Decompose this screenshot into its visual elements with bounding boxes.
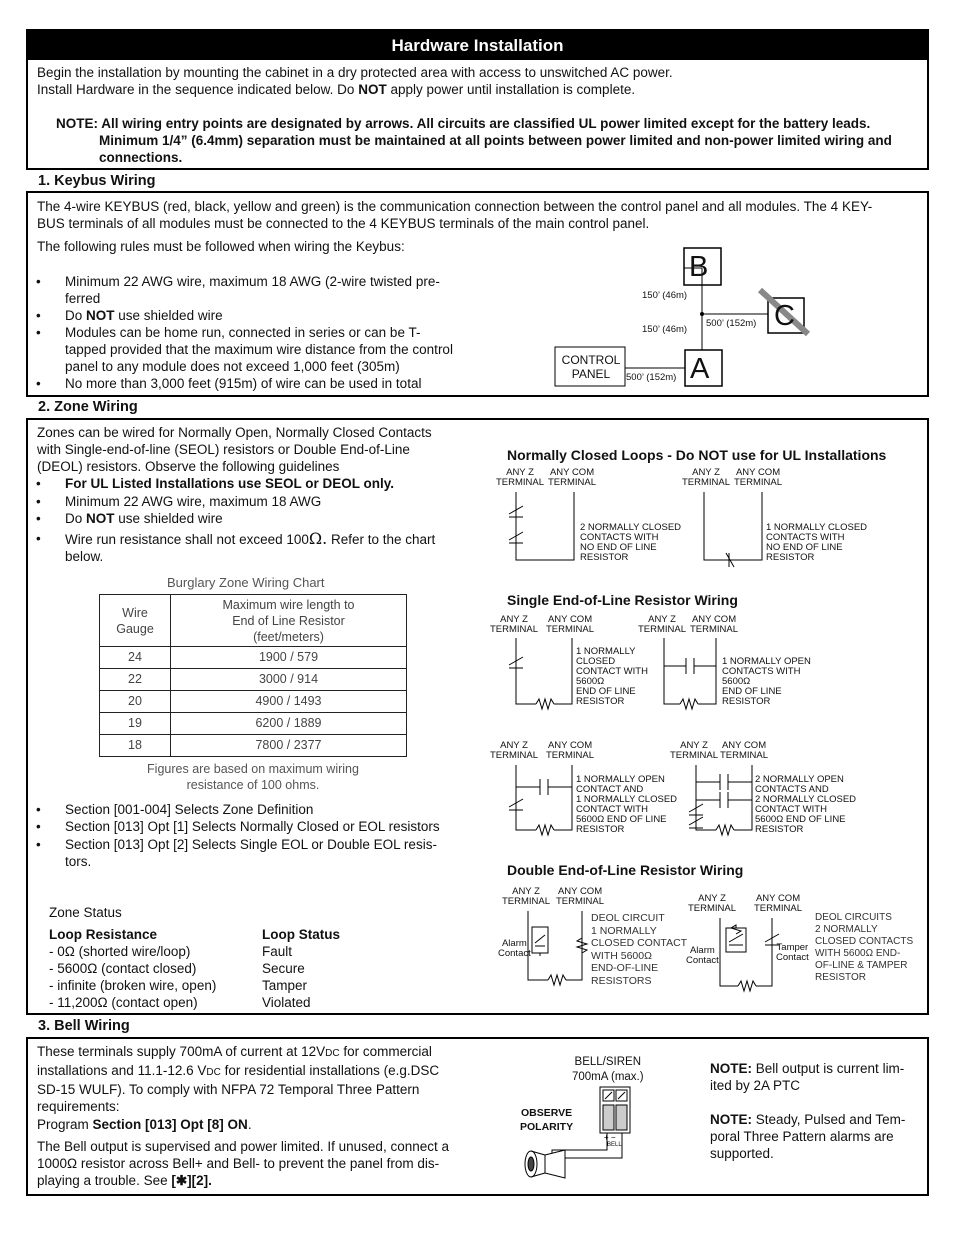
loop-status-list: Fault Secure Tamper Violated [262,944,311,1010]
terminal-label: ANY COM TERMINAL [754,893,803,914]
deol-title: Double End-of-Line Resistor Wiring [507,862,744,878]
loop-resistance-list: - 0Ω (shorted wire/loop) - 5600Ω (contact closed) - infinite (broken wire, open) - 11,200Ω (contact open) [49,944,217,1010]
de2-desc: DEOL CIRCUITS 2 NORMALLY CLOSED CONTACTS WITH 5600Ω END- OF-LINE & TAMPER RESISTOR [815,912,914,983]
bell-note-1: NOTE: Bell output is current lim- ited by 2A PTC [710,1061,905,1093]
zone-heading: 2. Zone Wiring [38,399,138,415]
page-title: Hardware Installation [28,31,927,60]
terminal-label: ANY COM TERMINAL [556,886,605,907]
terminal-label: ANY Z TERMINAL [496,467,545,488]
dist-c: 500’ (152m) [706,318,757,329]
zone-intro: Zones can be wired for Normally Open, Normally Closed Contacts with Single-end-of-line (SEOL) resistors or Double End-of-Line (DEOL) resistors. Observe the following guidelines [37,425,432,474]
loop-status-header: Loop Status [262,927,340,942]
loop-resistance-header: Loop Resistance [49,927,158,942]
terminal-label: ANY Z TERMINAL [682,467,731,488]
terminal-label: ANY COM TERMINAL [720,740,769,761]
bell-heading: 3. Bell Wiring [38,1018,130,1034]
seol-title: Single End-of-Line Resistor Wiring [507,592,738,608]
svg-text:+ −: + − [604,1133,616,1142]
nc-loops-title: Normally Closed Loops - Do NOT use for UL Installations [507,447,887,463]
bell-siren-label: BELL/SIREN 700mA (max.) [572,1056,644,1083]
dist-b: 150’ (46m) [642,290,688,301]
terminal-label: ANY Z TERMINAL [490,740,539,761]
control-panel-label: CONTROL PANEL [561,353,621,381]
module-c-label: C [774,300,795,332]
keybus-para2: The following rules must be followed when wiring the Keybus: [37,239,405,254]
terminal-label: ANY Z TERMINAL [688,893,737,914]
terminal-label: ANY Z TERMINAL [502,886,551,907]
terminal-label: ANY COM TERMINAL [546,740,595,761]
table-row: 19 6200 / 1889 [100,713,407,735]
terminal-label: ANY COM TERMINAL [690,614,739,635]
keybus-para1: The 4-wire KEYBUS (red, black, yellow and green) is the communication connection between the control panel and all modules. The 4 KEY- BUS terminals of all modules must be connected to the 4 KEYBUS terminals of the main control panel. [37,199,873,231]
se4-desc: 2 NORMALLY OPEN CONTACTS AND 2 NORMALLY CLOSED CONTACT WITH 5600Ω END OF LINE RESISTOR [755,774,857,835]
bell-note-2: NOTE: Steady, Pulsed and Tem- poral Three Pattern alarms are supported. [710,1112,906,1161]
table-row: 24 1900 / 579 [100,647,407,669]
dist-panel: 500’ (152m) [626,372,677,383]
bell-program: Program Section [013] Opt [8] ON. [37,1117,252,1132]
intro-line-2: Install Hardware in the sequence indicated below. Do NOT apply power until installation is complete. [37,82,636,97]
terminal-label: ANY COM TERMINAL [734,467,783,488]
chart-note: Figures are based on maximum wiring resistance of 100 ohms. [147,762,359,792]
nc1-desc: 2 NORMALLY CLOSED CONTACTS WITH NO END OF LINE RESISTOR [580,522,682,563]
zone-status-title: Zone Status [49,905,122,920]
terminal-label: ANY Z TERMINAL [490,614,539,635]
table-row: 18 7800 / 2377 [100,735,407,757]
alarm-contact-label: Alarm Contact [686,945,719,966]
se1-desc: 1 NORMALLY CLOSED CONTACT WITH 5600Ω END OF LINE RESISTOR [576,646,648,707]
intro-note: NOTE: All wiring entry points are designated by arrows. All circuits are classified UL power limited except for the battery leads. Minimum 1/4” (6.4mm) separation must be maintained at all points between power limited and non-power limited wiring and connections. [56,116,892,165]
se3-desc: 1 NORMALLY OPEN CONTACT AND 1 NORMALLY CLOSED CONTACT WITH 5600Ω END OF LINE RESISTOR [576,774,678,835]
tamper-contact-label: Tamper Contact [776,942,809,963]
table-row: 20 4900 / 1493 [100,691,407,713]
module-b-label: B [689,251,709,283]
bell-para1: These terminals supply 700mA of current at 12VDC for commercial installations and 11.1-12.6 VDC for residential installations (e.g.DSC SD-15 WULF). To comply with NFPA 72 Temporal Three Pattern requirements: [37,1044,440,1114]
terminal-label: ANY COM TERMINAL [548,467,597,488]
observe-polarity-label: OBSERVE POLARITY [520,1107,574,1133]
dist-a: 150’ (46m) [642,324,688,335]
chart-head-len: Maximum wire length to End of Line Resistor (feet/meters) [171,595,407,647]
chart-head-gauge: Wire Gauge [100,595,171,647]
de1-desc: DEOL CIRCUIT 1 NORMALLY CLOSED CONTACT WITH 5600Ω END-OF-LINE RESISTORS [591,912,688,987]
module-a-label: A [690,353,710,385]
intro-line-1: Begin the installation by mounting the cabinet in a dry protected area with access to unswitched AC power. [37,65,673,80]
bell-para3: The Bell output is supervised and power limited. If unused, connect a 1000Ω resistor across Bell+ and Bell- to prevent the panel from dis- playing a trouble. See [✱][2]. [37,1139,449,1188]
terminal-label: ANY COM TERMINAL [546,614,595,635]
alarm-contact-label: Alarm Contact [498,938,531,959]
se2-desc: 1 NORMALLY OPEN CONTACTS WITH 5600Ω END OF LINE RESISTOR [722,656,811,707]
keybus-heading: 1. Keybus Wiring [38,173,156,189]
bell-terminal-small-label: BELL [607,1142,622,1148]
terminal-label: ANY Z TERMINAL [638,614,687,635]
terminal-label: ANY Z TERMINAL [670,740,719,761]
nc2-desc: 1 NORMALLY CLOSED CONTACTS WITH NO END OF LINE RESISTOR [766,522,868,563]
chart-title: Burglary Zone Wiring Chart [167,575,325,590]
table-row: 22 3000 / 914 [100,669,407,691]
